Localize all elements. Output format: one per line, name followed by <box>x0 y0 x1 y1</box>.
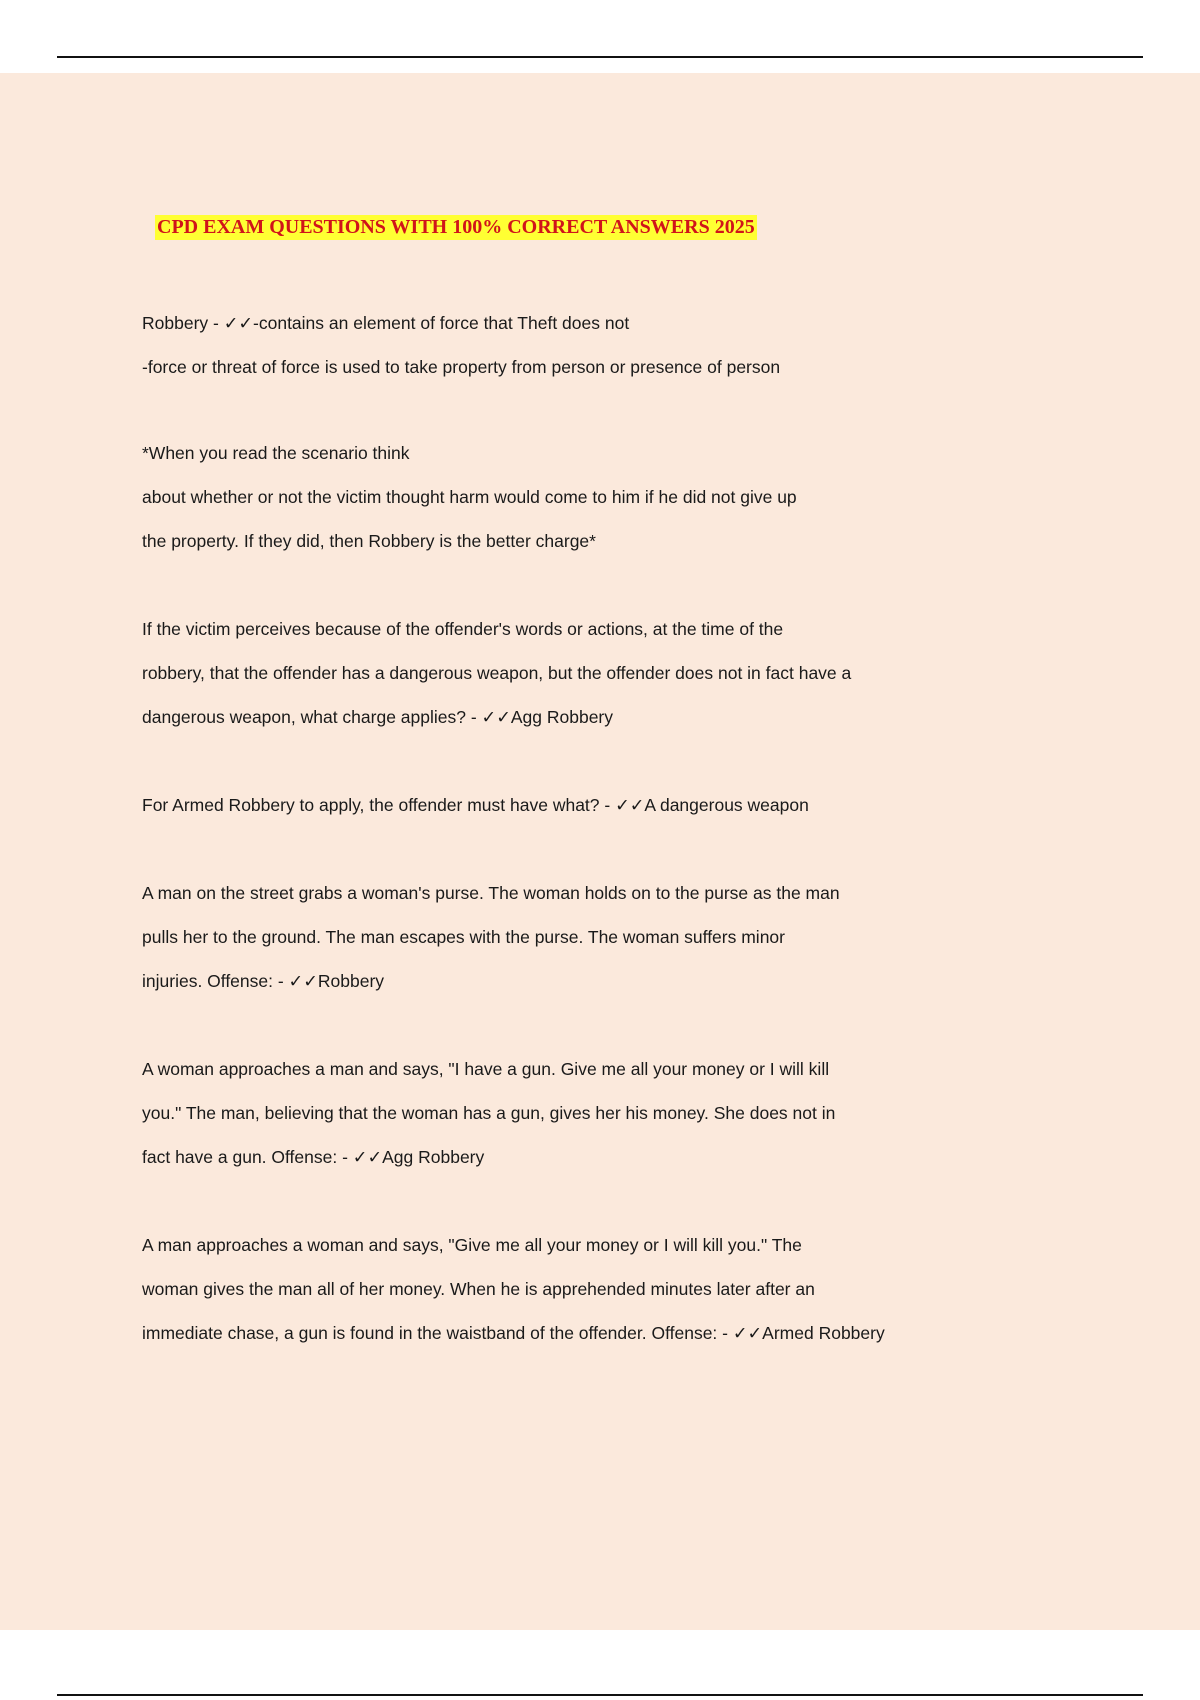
text-line: -force or threat of force is used to take property from person or presence of person <box>142 357 781 377</box>
text-line: A man approaches a woman and says, "Give me all your money or I will kill you." The <box>142 1235 802 1255</box>
text-line: injuries. Offense: - ✓✓Robbery <box>142 971 385 991</box>
text-line: A woman approaches a man and says, "I have a gun. Give me all your money or I will kill <box>142 1059 830 1079</box>
note-block <box>142 431 1142 563</box>
document-title: CPD EXAM QUESTIONS WITH 100% CORRECT ANSWERS 2025 <box>157 216 755 238</box>
text-line: pulls her to the ground. The man escapes with the purse. The woman suffers minor <box>142 927 785 947</box>
qa-block <box>142 1047 1142 1179</box>
text-line: immediate chase, a gun is found in the waistband of the offender. Offense: - ✓✓Armed Robbery <box>142 1323 885 1343</box>
text-line: about whether or not the victim thought harm would come to him if he did not give up <box>142 487 797 507</box>
document-body <box>142 301 1142 1355</box>
qa-block <box>142 301 1142 389</box>
text-line: woman gives the man all of her money. When he is apprehended minutes later after an <box>142 1279 815 1299</box>
qa-block <box>142 871 1142 1003</box>
text-line: the property. If they did, then Robbery is the better charge* <box>142 531 596 551</box>
header-rule <box>57 56 1143 58</box>
text-line: dangerous weapon, what charge applies? - ✓✓Agg Robbery <box>142 707 614 727</box>
text-line: *When you read the scenario think <box>142 443 410 463</box>
footer-rule <box>57 1694 1143 1696</box>
text-line: Robbery - ✓✓-contains an element of force that Theft does not <box>142 313 630 333</box>
qa-block <box>142 783 1142 827</box>
qa-block <box>142 1223 1142 1355</box>
text-line: fact have a gun. Offense: - ✓✓Agg Robbery <box>142 1147 485 1167</box>
qa-block <box>142 607 1142 739</box>
text-line: If the victim perceives because of the offender's words or actions, at the time of the <box>142 619 784 639</box>
text-line: For Armed Robbery to apply, the offender must have what? - ✓✓A dangerous weapon <box>142 795 809 815</box>
text-line: robbery, that the offender has a dangerous weapon, but the offender does not in fact have a <box>142 663 852 683</box>
text-line: you." The man, believing that the woman has a gun, gives her his money. She does not in <box>142 1103 836 1123</box>
text-line: A man on the street grabs a woman's purse. The woman holds on to the purse as the man <box>142 883 840 903</box>
document-page <box>0 73 1200 1630</box>
